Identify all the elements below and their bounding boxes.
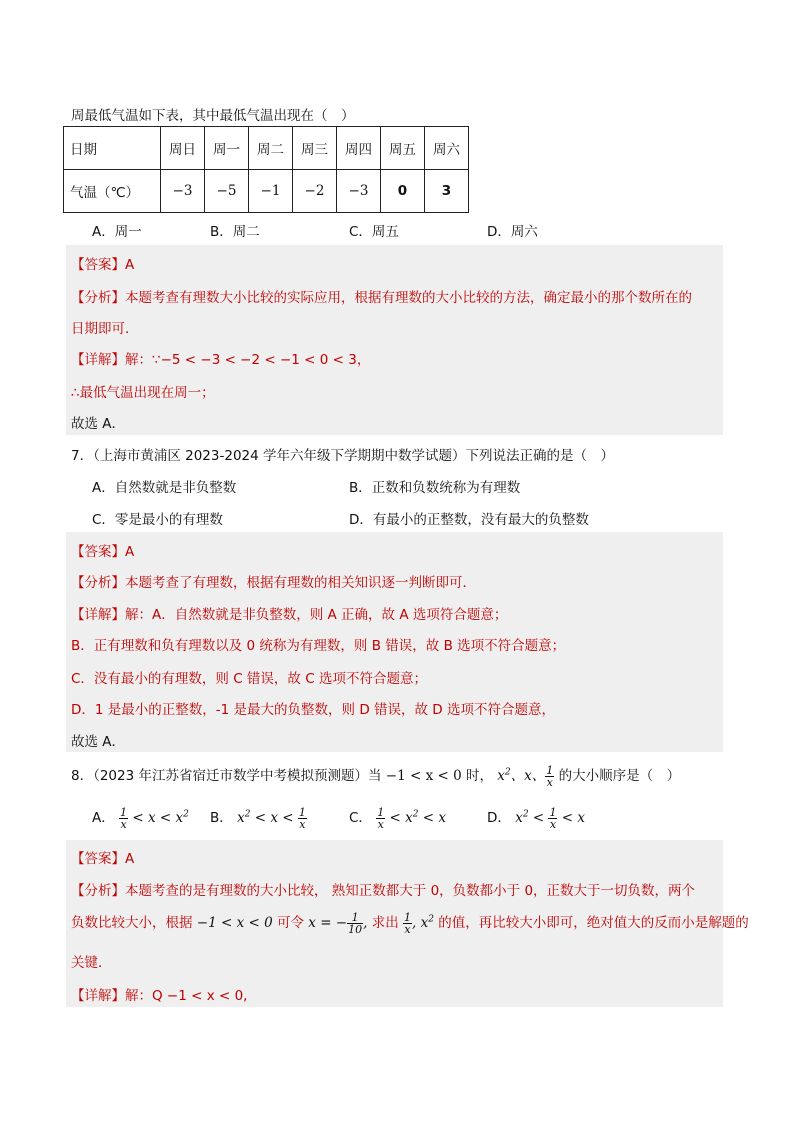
q6-detail-line3: 故选 A． [71,416,126,432]
table-cell-temp: −2 [293,170,337,213]
q8-analysis-line2-part3: 求出 [371,915,399,931]
table-cell-day: 周日 [161,127,205,170]
q8-stem-expressions: $x^2$、x、 $\frac{1}{x}$ [497,764,554,789]
q8-option-c [349,806,446,830]
q6-detail-line2: ∴最低气温出现在周一； [71,385,215,401]
q7-analysis: 【分析】本题考查了有理数，根据有理数的相关知识逐一判断即可． [71,575,476,591]
q6-solution-box [66,245,723,435]
table-cell-day: 周三 [293,127,337,170]
table-cell-day: 周一 [205,127,249,170]
q7-detail-line2: B．正有理数和负有理数以及 0 统称为有理数，则 B 错误，故 B 选项不符合题意； [71,638,566,654]
q8-analysis-line2 [71,911,749,935]
q6-analysis-line1: 【分析】本题考查有理数大小比较的实际应用，根据有理数的大小比较的方法，确定最小的那个数所在的 [71,290,692,306]
q8-option-b-letter: B． [210,810,233,826]
q8-analysis-line3: 关键． [71,955,112,971]
q8-option-a-letter: A． [92,810,115,826]
q6-option-c: C．周五 [349,224,399,240]
q7-detail-line5: 故选 A． [71,734,126,750]
table-cell-temp: −3 [337,170,381,213]
table-cell-temp: −1 [249,170,293,213]
q7-option-b: B．正数和负数统称为有理数 [349,480,521,496]
q8-analysis-line2-part2: 可令 [277,915,304,931]
q7-detail-line1: 【详解】解：A．自然数就是非负整数，则 A 正确，故 A 选项符合题意； [71,607,508,623]
q7-option-d: D．有最小的正整数，没有最大的负整数 [349,512,589,528]
q7-answer: 【答案】A [71,544,135,560]
q8-analysis-values: $\frac{1}{x}$ , $x^2$ [404,911,434,936]
q8-option-d-expr: $x^2$ < $\frac{1}{x}$ < x [515,806,585,831]
table-cell-temp: 3 [425,170,469,213]
table-cell-temp: −5 [205,170,249,213]
q6-option-d: D．周六 [487,224,538,240]
q7-detail-line3: C．没有最小的有理数，则 C 错误，故 C 选项不符合题意； [71,671,427,687]
table-header-temp: 气温（℃） [64,170,161,213]
q8-option-a-expr: $\frac{1}{x}$ < $x < x^2$ [120,806,189,831]
q8-detail-line1: 【详解】解：Q −1 < x < 0, [71,988,248,1004]
q6-answer: 【答案】A [71,257,135,273]
q8-analysis-line1: 【分析】本题考查的是有理数的大小比较， 熟知正数都大于 0，负数都小于 0，正数大于一切负数，两个 [71,883,696,899]
q8-option-d [487,806,585,830]
q6-option-b: B．周二 [210,224,260,240]
q6-stem: 周最低气温如下表，其中最低气温出现在（ ） [71,108,355,124]
q7-option-a: A．自然数就是非负整数 [92,480,237,496]
table-cell-day: 周四 [337,127,381,170]
q6-detail-line1: 【详解】解：∵−5 < −3 < −2 < −1 < 0 < 3， [71,352,371,368]
q8-option-d-letter: D． [487,810,511,826]
q7-option-c: C．零是最小的有理数 [92,512,223,528]
table-header-date: 日期 [64,127,161,170]
q8-option-c-expr: $\frac{1}{x}$ < $x^2 < x$ [377,806,446,831]
q6-analysis-line2: 日期即可． [71,321,139,337]
q8-option-b [210,806,307,830]
q8-analysis-line2-part4: 的值，再比较大小即可，绝对值大的反而小是解题的 [438,915,749,931]
q7-detail-line4: D．1 是最小的正整数，-1 是最大的负整数，则 D 错误，故 D 选项不符合题意， [71,702,555,718]
q8-stem [71,764,680,788]
q8-answer: 【答案】A [71,851,135,867]
table-cell-day: 周二 [249,127,293,170]
table-cell-day: 周五 [381,127,425,170]
table-row-temps [64,170,469,213]
table-cell-day: 周六 [425,127,469,170]
q8-analysis-line2-part1: 负数比较大小，根据 [71,915,193,931]
q8-option-a [92,806,189,830]
table-cell-temp: −3 [161,170,205,213]
q7-stem: 7．（上海市黄浦区 2023-2024 学年六年级下学期期中数学试题）下列说法正确的是（ ） [71,448,615,464]
q8-analysis-assignment: x = − $\frac{1}{10}$ , [308,911,368,936]
q8-stem-source: 8．（2023 年江苏省宿迁市数学中考模拟预测题）当 [71,768,382,784]
q6-option-a: A．周一 [92,224,142,240]
q8-option-c-letter: C． [349,810,372,826]
q8-analysis-condition: −1 < x < 0 [196,915,273,931]
temperature-table [63,126,469,213]
q8-stem-when: 时， [466,768,493,784]
table-row-dates [64,127,469,170]
q8-stem-condition: −1 < x < 0 [385,768,462,784]
table-cell-temp: 0 [381,170,425,213]
q8-stem-tail: 的大小顺序是（ ） [558,768,681,784]
q8-option-b-expr: $x^2 < x$ < $\frac{1}{x}$ [237,806,306,831]
